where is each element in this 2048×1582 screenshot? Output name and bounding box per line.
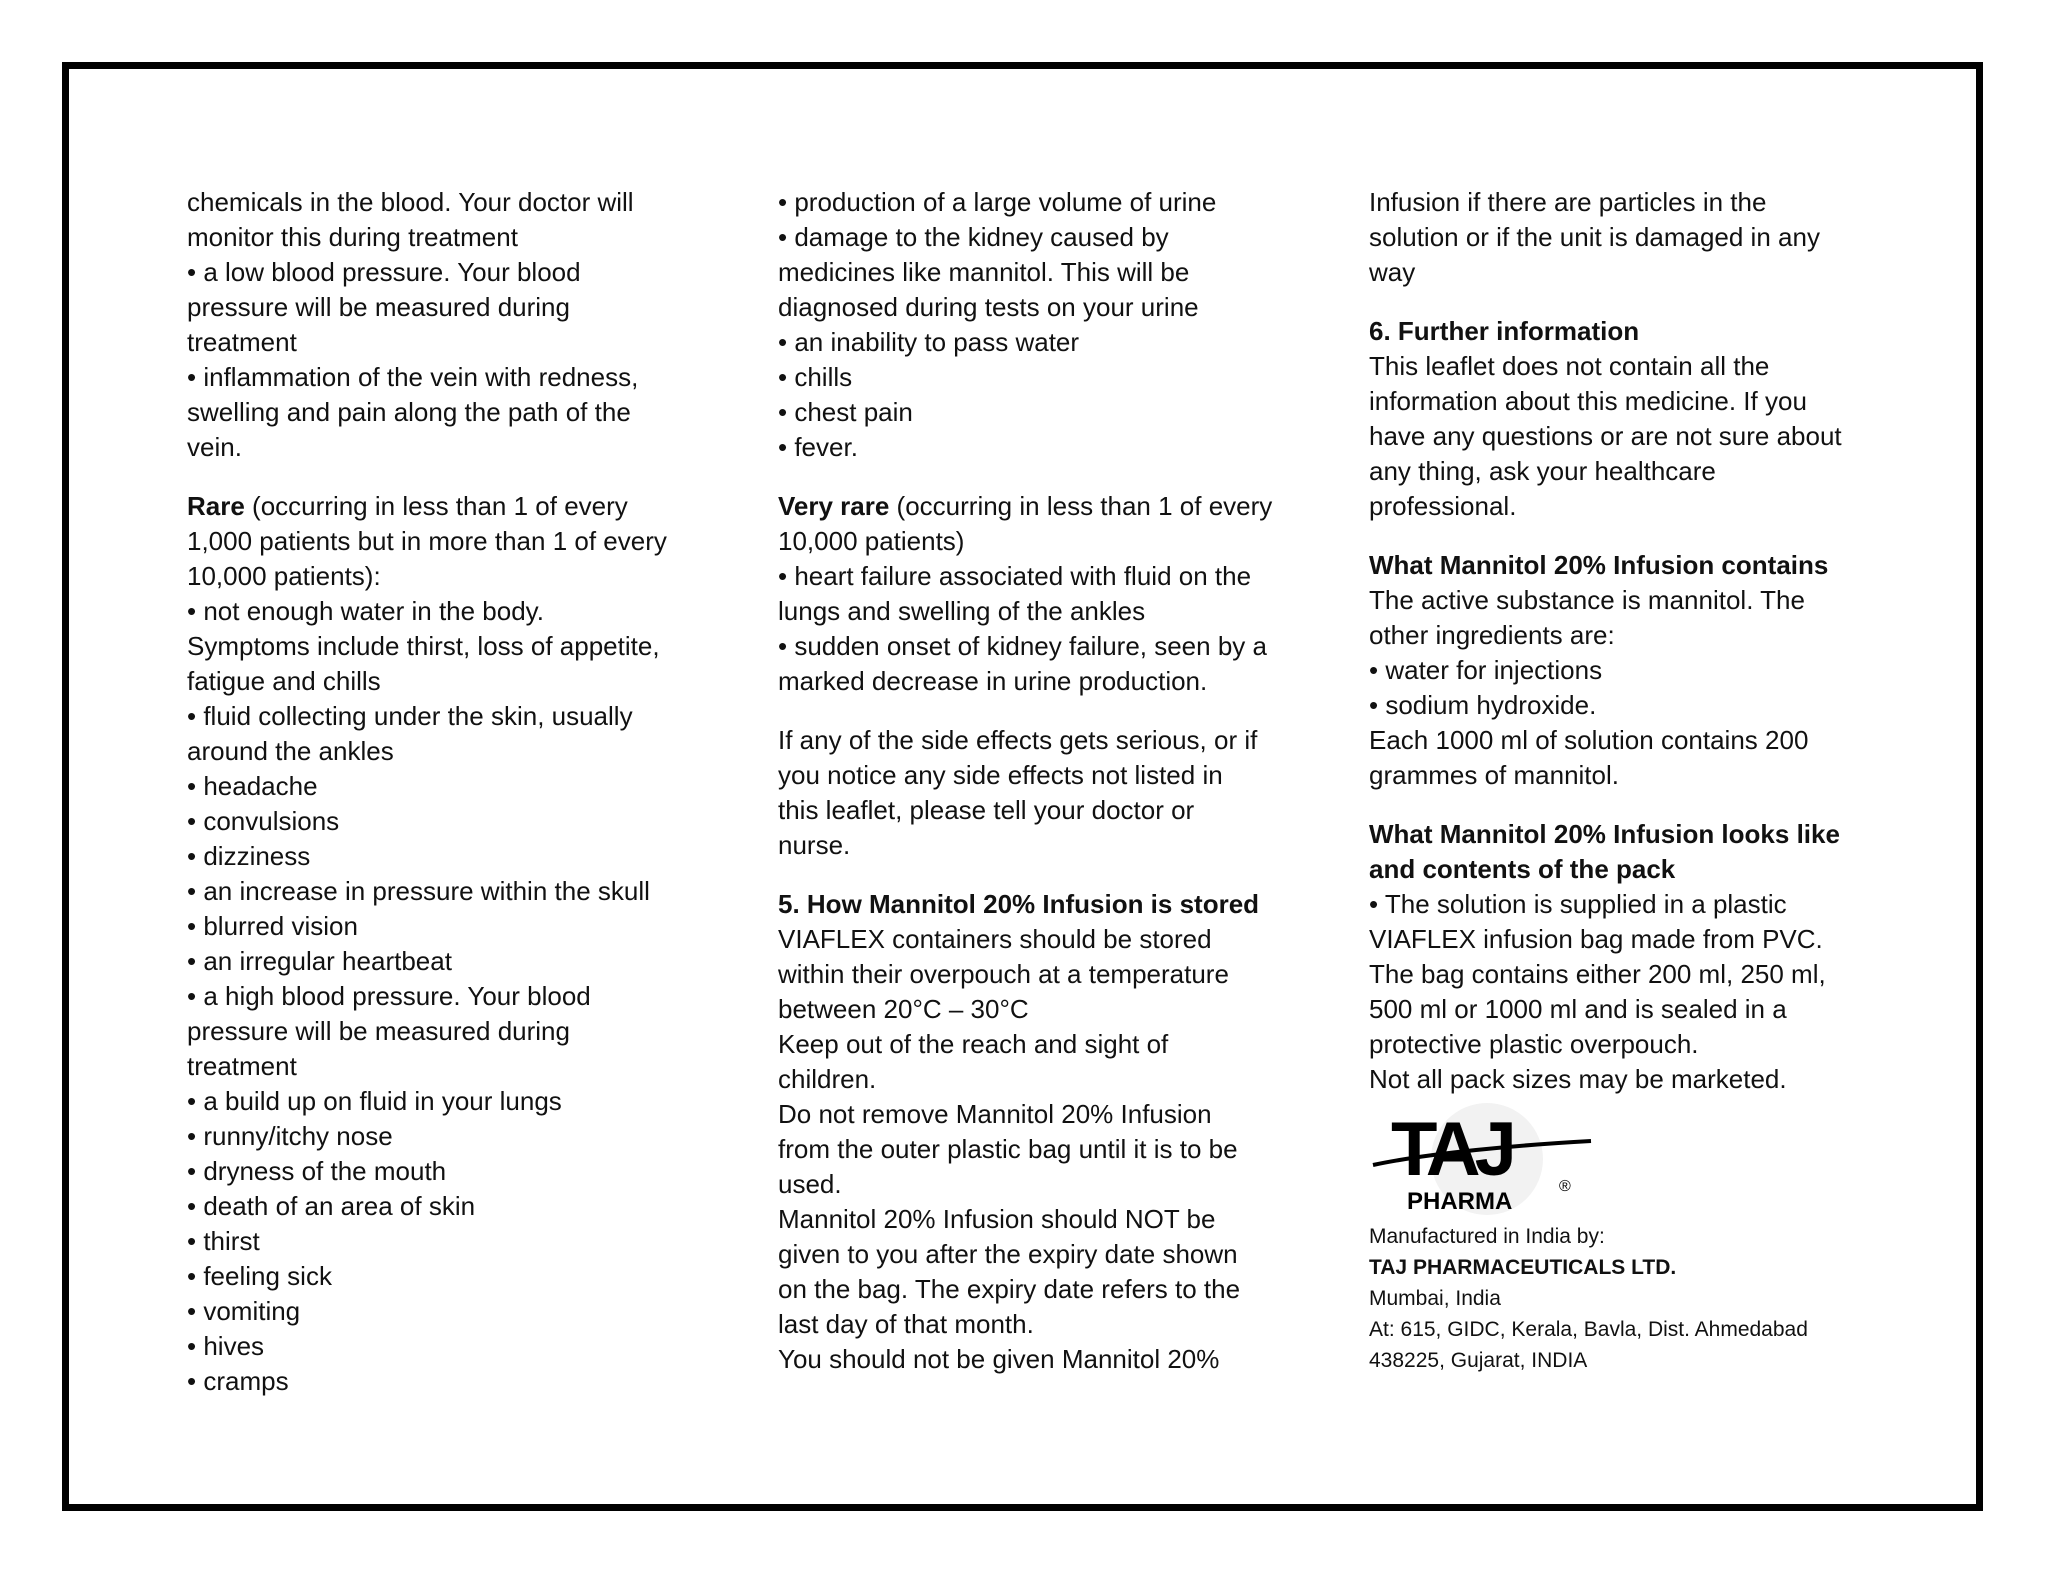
- text-line: between 20°C – 30°C: [778, 994, 1029, 1024]
- text-line: • thirst: [187, 1226, 260, 1256]
- storage-section: [778, 887, 1298, 1377]
- text-line: Symptoms include thirst, loss of appetite,: [187, 631, 660, 661]
- text-line: marked decrease in urine production.: [778, 666, 1208, 696]
- taj-pharma-logo: [1369, 1101, 1599, 1221]
- manufacturer-address-2: 438225, Gujarat, INDIA: [1369, 1349, 1588, 1372]
- text-line: on the bag. The expiry date refers to the: [778, 1274, 1241, 1304]
- text-line: • sudden onset of kidney failure, seen by a: [778, 631, 1267, 661]
- logo-text-sub: PHARMA: [1407, 1188, 1513, 1215]
- text-line: • runny/itchy nose: [187, 1121, 393, 1151]
- text-line: • chest pain: [778, 397, 913, 427]
- very-rare-heading: Very rare: [778, 491, 890, 521]
- text-line: • cramps: [187, 1366, 289, 1396]
- text-line: Do not remove Mannitol 20% Infusion: [778, 1099, 1212, 1129]
- text-line: you notice any side effects not listed in: [778, 760, 1223, 790]
- looks-heading-line-1: What Mannitol 20% Infusion looks like: [1369, 819, 1840, 849]
- text-line: this leaflet, please tell your doctor or: [778, 795, 1195, 825]
- text-line: from the outer plastic bag until it is to be: [778, 1134, 1238, 1164]
- very-rare-section: [778, 489, 1298, 699]
- text-line: The bag contains either 200 ml, 250 ml,: [1369, 959, 1826, 989]
- text-line: professional.: [1369, 491, 1517, 521]
- text-line: Infusion if there are particles in the: [1369, 187, 1767, 217]
- text-line: 10,000 patients):: [187, 561, 381, 591]
- text-line: • convulsions: [187, 806, 340, 836]
- text-line: • water for injections: [1369, 655, 1603, 685]
- text-line: • feeling sick: [187, 1261, 332, 1291]
- text-line: used.: [778, 1169, 842, 1199]
- text-line: monitor this during treatment: [187, 222, 518, 252]
- rare-heading: Rare: [187, 491, 245, 521]
- rare-heading-line: [187, 489, 707, 524]
- text-line: last day of that month.: [778, 1309, 1034, 1339]
- text-line: • not enough water in the body.: [187, 596, 544, 626]
- text-line: • blurred vision: [187, 911, 358, 941]
- text-line: information about this medicine. If you: [1369, 386, 1807, 416]
- col2-block1: [778, 185, 1298, 465]
- contains-section: [1369, 548, 1899, 793]
- registered-mark-icon: ®: [1559, 1178, 1571, 1195]
- text-line: swelling and pain along the path of the: [187, 397, 631, 427]
- column-3: [1369, 185, 1899, 1376]
- text-line: medicines like mannitol. This will be: [778, 257, 1190, 287]
- text-line: This leaflet does not contain all the: [1369, 351, 1770, 381]
- text-line: • production of a large volume of urine: [778, 187, 1217, 217]
- text-line: pressure will be measured during: [187, 1016, 570, 1046]
- text-line: 1,000 patients but in more than 1 of every: [187, 526, 667, 556]
- text-span: (occurring in less than 1 of every: [244, 491, 628, 521]
- text-line: diagnosed during tests on your urine: [778, 292, 1199, 322]
- text-span: (occurring in less than 1 of every: [889, 491, 1273, 521]
- text-line: way: [1369, 257, 1416, 287]
- text-line: • a high blood pressure. Your blood: [187, 981, 591, 1011]
- text-line: around the ankles: [187, 736, 394, 766]
- manufacturer-label: Manufactured in India by:: [1369, 1225, 1605, 1248]
- text-line: any thing, ask your healthcare: [1369, 456, 1716, 486]
- text-line: other ingredients are:: [1369, 620, 1615, 650]
- rare-section: [187, 489, 707, 1399]
- text-line: • chills: [778, 362, 853, 392]
- text-line: • an inability to pass water: [778, 327, 1080, 357]
- text-line: 500 ml or 1000 ml and is sealed in a: [1369, 994, 1787, 1024]
- text-line: VIAFLEX containers should be stored: [778, 924, 1212, 954]
- text-line: VIAFLEX infusion bag made from PVC.: [1369, 924, 1823, 954]
- text-line: children.: [778, 1064, 877, 1094]
- text-line: nurse.: [778, 830, 851, 860]
- text-line: The active substance is mannitol. The: [1369, 585, 1805, 615]
- text-line: solution or if the unit is damaged in any: [1369, 222, 1820, 252]
- text-line: • fever.: [778, 432, 858, 462]
- text-line: • death of an area of skin: [187, 1191, 476, 1221]
- contains-heading: What Mannitol 20% Infusion contains: [1369, 550, 1829, 580]
- column-2: [778, 185, 1298, 1377]
- section-5-heading: 5. How Mannitol 20% Infusion is stored: [778, 889, 1260, 919]
- text-line: chemicals in the blood. Your doctor will: [187, 187, 634, 217]
- text-line: • a build up on fluid in your lungs: [187, 1086, 562, 1116]
- text-line: • hives: [187, 1331, 265, 1361]
- pack-section: [1369, 817, 1899, 1097]
- text-line: pressure will be measured during: [187, 292, 570, 322]
- col3-block1: [1369, 185, 1899, 290]
- taj-pharma-logo-graphic: [1369, 1101, 1599, 1221]
- text-line: 10,000 patients): [778, 526, 965, 556]
- text-line: protective plastic overpouch.: [1369, 1029, 1699, 1059]
- manufacturer-name: TAJ PHARMACEUTICALS LTD.: [1369, 1256, 1677, 1279]
- text-line: fatigue and chills: [187, 666, 381, 696]
- text-line: • dizziness: [187, 841, 311, 871]
- text-line: • heart failure associated with fluid on the: [778, 561, 1252, 591]
- text-line: • headache: [187, 771, 318, 801]
- text-line: Mannitol 20% Infusion should NOT be: [778, 1204, 1216, 1234]
- manufacturer-block: [1369, 1221, 1899, 1376]
- text-line: grammes of mannitol.: [1369, 760, 1619, 790]
- very-rare-heading-line: [778, 489, 1298, 524]
- text-line: You should not be given Mannitol 20%: [778, 1344, 1220, 1374]
- text-line: lungs and swelling of the ankles: [778, 596, 1146, 626]
- text-line: treatment: [187, 327, 297, 357]
- text-line: • The solution is supplied in a plastic: [1369, 889, 1787, 919]
- text-line: vein.: [187, 432, 242, 462]
- column-1: [187, 185, 707, 1399]
- text-line: • an increase in pressure within the skull: [187, 876, 650, 906]
- text-line: have any questions or are not sure about: [1369, 421, 1842, 451]
- manufacturer-city: Mumbai, India: [1369, 1287, 1501, 1310]
- text-line: Each 1000 ml of solution contains 200: [1369, 725, 1809, 755]
- col1-block1: [187, 185, 707, 465]
- text-line: • inflammation of the vein with redness,: [187, 362, 639, 392]
- text-line: • an irregular heartbeat: [187, 946, 452, 976]
- text-line: Not all pack sizes may be marketed.: [1369, 1064, 1787, 1094]
- text-line: • vomiting: [187, 1296, 301, 1326]
- further-info-section: [1369, 314, 1899, 524]
- text-line: within their overpouch at a temperature: [778, 959, 1229, 989]
- looks-heading-line-2: and contents of the pack: [1369, 854, 1676, 884]
- manufacturer-address-1: At: 615, GIDC, Kerala, Bavla, Dist. Ahmedabad: [1369, 1318, 1808, 1341]
- text-line: given to you after the expiry date shown: [778, 1239, 1238, 1269]
- text-line: Keep out of the reach and sight of: [778, 1029, 1169, 1059]
- logo-text-main: TAJ: [1391, 1107, 1511, 1192]
- text-line: • damage to the kidney caused by: [778, 222, 1169, 252]
- text-line: • dryness of the mouth: [187, 1156, 447, 1186]
- text-line: • sodium hydroxide.: [1369, 690, 1597, 720]
- section-6-heading: 6. Further information: [1369, 316, 1640, 346]
- text-line: • fluid collecting under the skin, usually: [187, 701, 633, 731]
- text-line: If any of the side effects gets serious, or if: [778, 725, 1258, 755]
- text-line: • a low blood pressure. Your blood: [187, 257, 581, 287]
- side-effects-note: [778, 723, 1298, 863]
- text-line: treatment: [187, 1051, 297, 1081]
